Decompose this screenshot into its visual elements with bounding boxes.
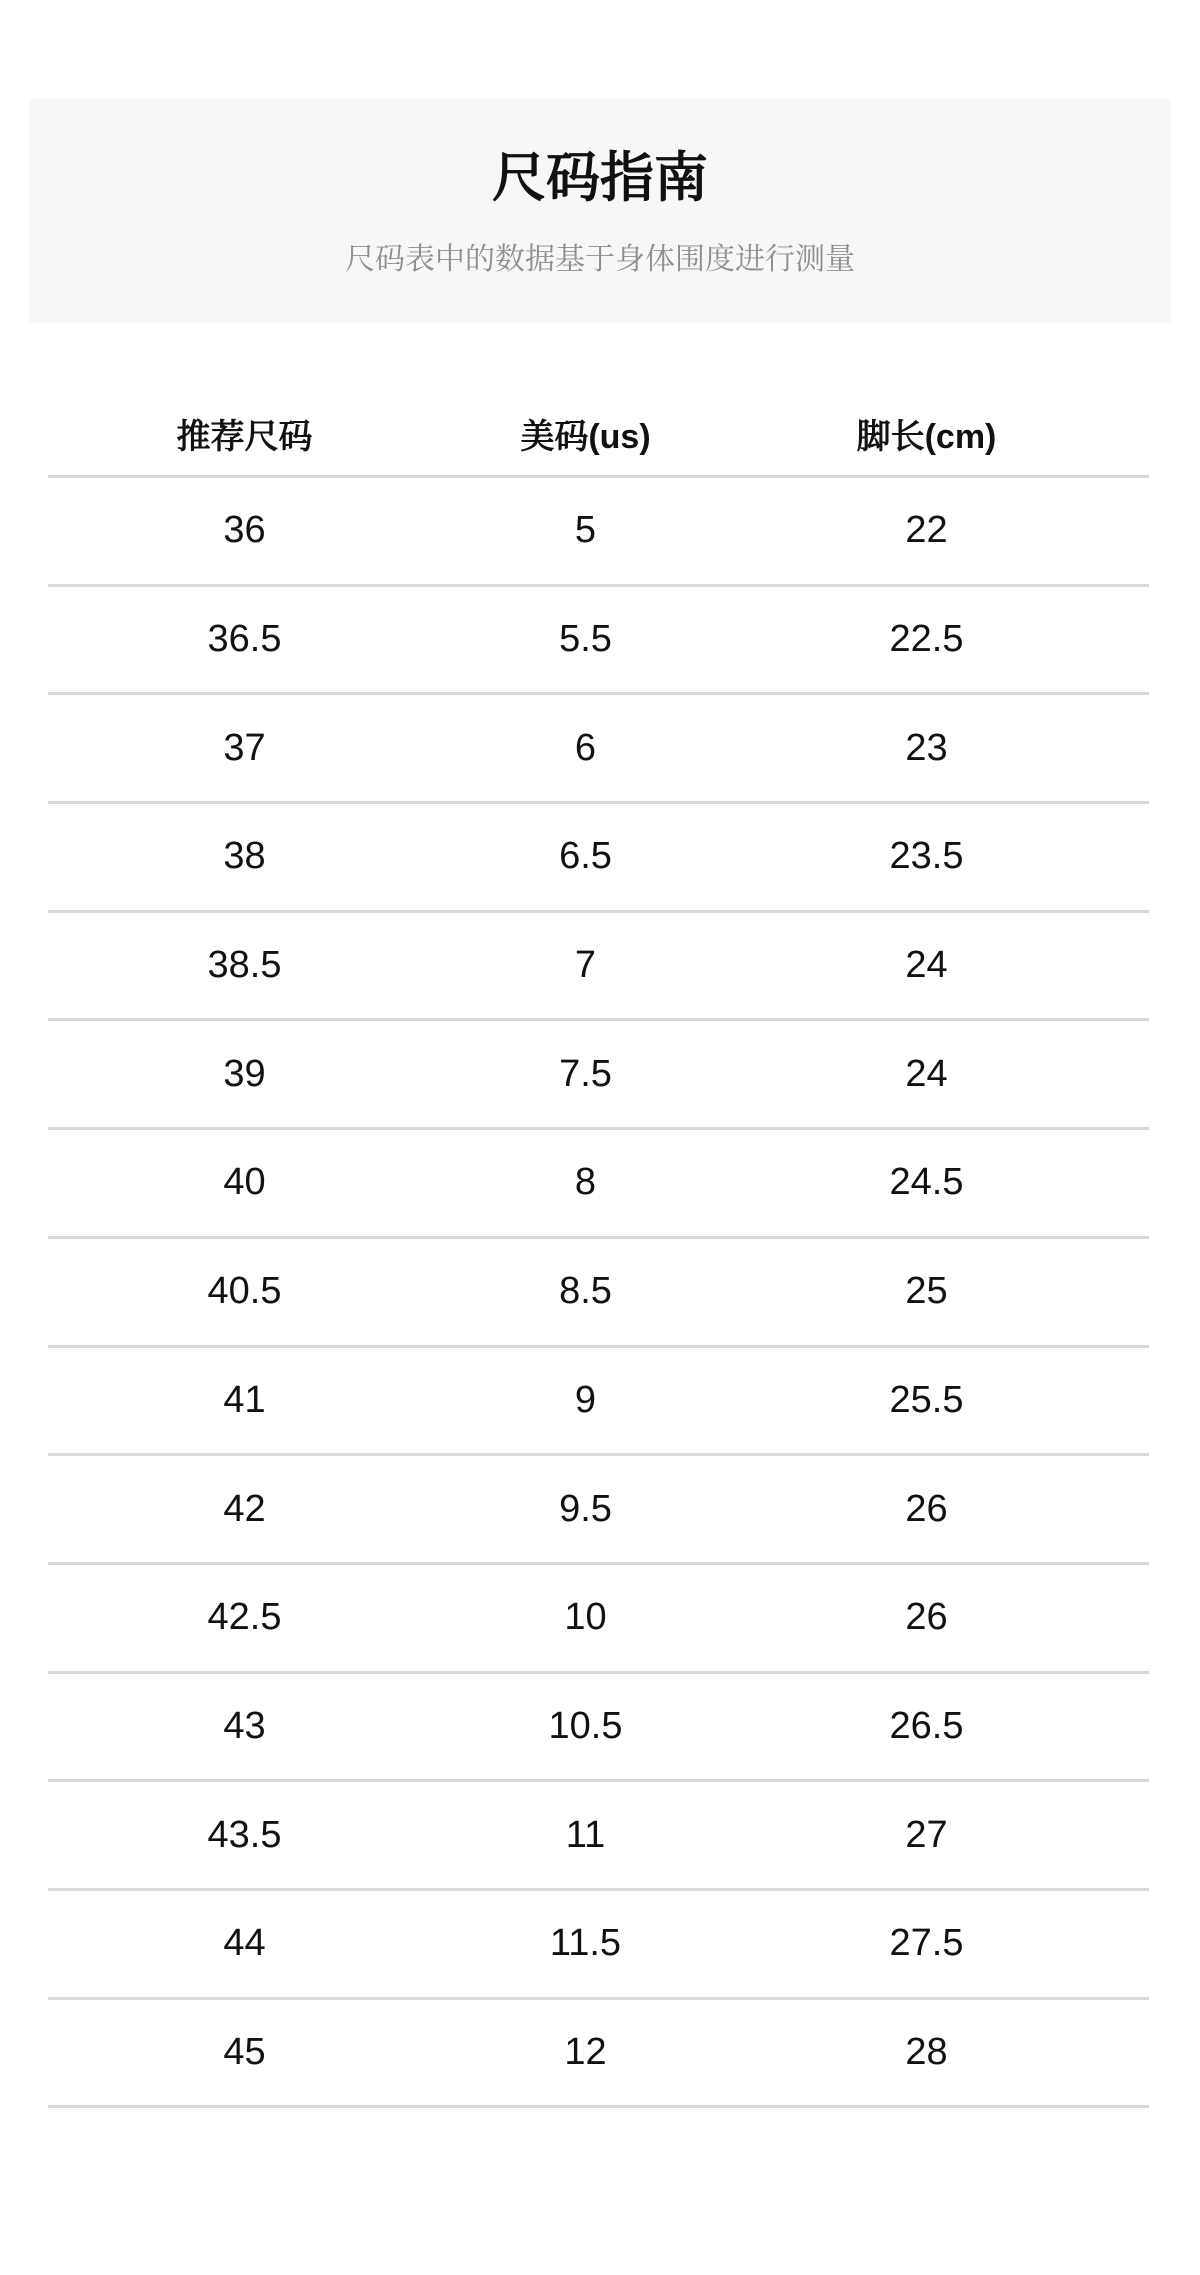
- table-row: [48, 1021, 1149, 1130]
- table-cell: 38: [223, 835, 266, 878]
- table-cell: 11.5: [549, 1922, 622, 1965]
- table-cell: 44: [223, 1922, 266, 1965]
- table-cell: 37: [223, 726, 266, 769]
- table-cell: 43: [223, 1704, 266, 1747]
- table-cell: 11: [565, 1813, 606, 1856]
- table-row: [48, 1891, 1149, 2000]
- size-guide-hero: [29, 99, 1171, 323]
- table-cell: 6.5: [559, 835, 612, 878]
- table-row: [48, 1565, 1149, 1674]
- column-header-us-size: 美码(us): [520, 418, 651, 456]
- size-table-header-row: [48, 392, 1149, 478]
- table-row: [48, 1239, 1149, 1348]
- table-row: [48, 1348, 1149, 1457]
- column-header-foot-length-cm: 脚长(cm): [856, 418, 997, 456]
- table-row: [48, 1456, 1149, 1565]
- table-cell: 8.5: [559, 1270, 612, 1313]
- table-cell: 28: [905, 2030, 948, 2073]
- table-cell: 8: [574, 1161, 597, 1204]
- table-cell: 25: [905, 1270, 948, 1313]
- table-cell: 41: [223, 1378, 266, 1421]
- table-row: [48, 913, 1149, 1022]
- table-cell: 42.5: [207, 1596, 282, 1639]
- table-cell: 40: [223, 1161, 266, 1204]
- page-subtitle: 尺码表中的数据基于身体围度进行测量: [345, 243, 855, 276]
- table-cell: 25.5: [889, 1378, 964, 1421]
- size-table-body: [48, 478, 1149, 2108]
- table-row: [48, 1130, 1149, 1239]
- table-row: [48, 1674, 1149, 1783]
- table-cell: 6: [574, 726, 597, 769]
- table-cell: 7: [574, 944, 597, 987]
- table-cell: 7.5: [559, 1052, 612, 1095]
- table-cell: 38.5: [207, 944, 282, 987]
- table-cell: 43.5: [207, 1813, 282, 1856]
- table-cell: 12: [564, 2030, 607, 2073]
- table-cell: 22.5: [889, 618, 964, 661]
- table-cell: 36: [223, 509, 266, 552]
- table-row: [48, 2000, 1149, 2109]
- table-cell: 10.5: [548, 1704, 623, 1747]
- table-cell: 10: [564, 1596, 607, 1639]
- table-cell: 23: [905, 726, 948, 769]
- table-cell: 24: [905, 1052, 948, 1095]
- table-cell: 24: [905, 944, 948, 987]
- table-cell: 39: [223, 1052, 266, 1095]
- table-cell: 40.5: [207, 1270, 282, 1313]
- table-cell: 5.5: [559, 618, 612, 661]
- table-cell: 5: [574, 509, 597, 552]
- table-row: [48, 695, 1149, 804]
- table-row: [48, 478, 1149, 587]
- table-cell: 42: [223, 1487, 266, 1530]
- table-cell: 24.5: [889, 1161, 964, 1204]
- table-cell: 23.5: [889, 835, 964, 878]
- table-cell: 26: [905, 1487, 948, 1530]
- table-cell: 27.5: [889, 1922, 964, 1965]
- table-cell: 9: [574, 1378, 597, 1421]
- table-cell: 9.5: [559, 1487, 612, 1530]
- size-table: [48, 392, 1149, 2108]
- table-cell: 22: [905, 509, 948, 552]
- table-cell: 26.5: [889, 1704, 964, 1747]
- table-cell: 45: [223, 2030, 266, 2073]
- table-row: [48, 804, 1149, 913]
- table-cell: 27: [905, 1813, 948, 1856]
- column-header-recommended-size: 推荐尺码: [176, 418, 313, 456]
- page-title: 尺码指南: [492, 148, 708, 208]
- table-row: [48, 587, 1149, 696]
- table-cell: 36.5: [207, 618, 282, 661]
- table-cell: 26: [905, 1596, 948, 1639]
- table-row: [48, 1782, 1149, 1891]
